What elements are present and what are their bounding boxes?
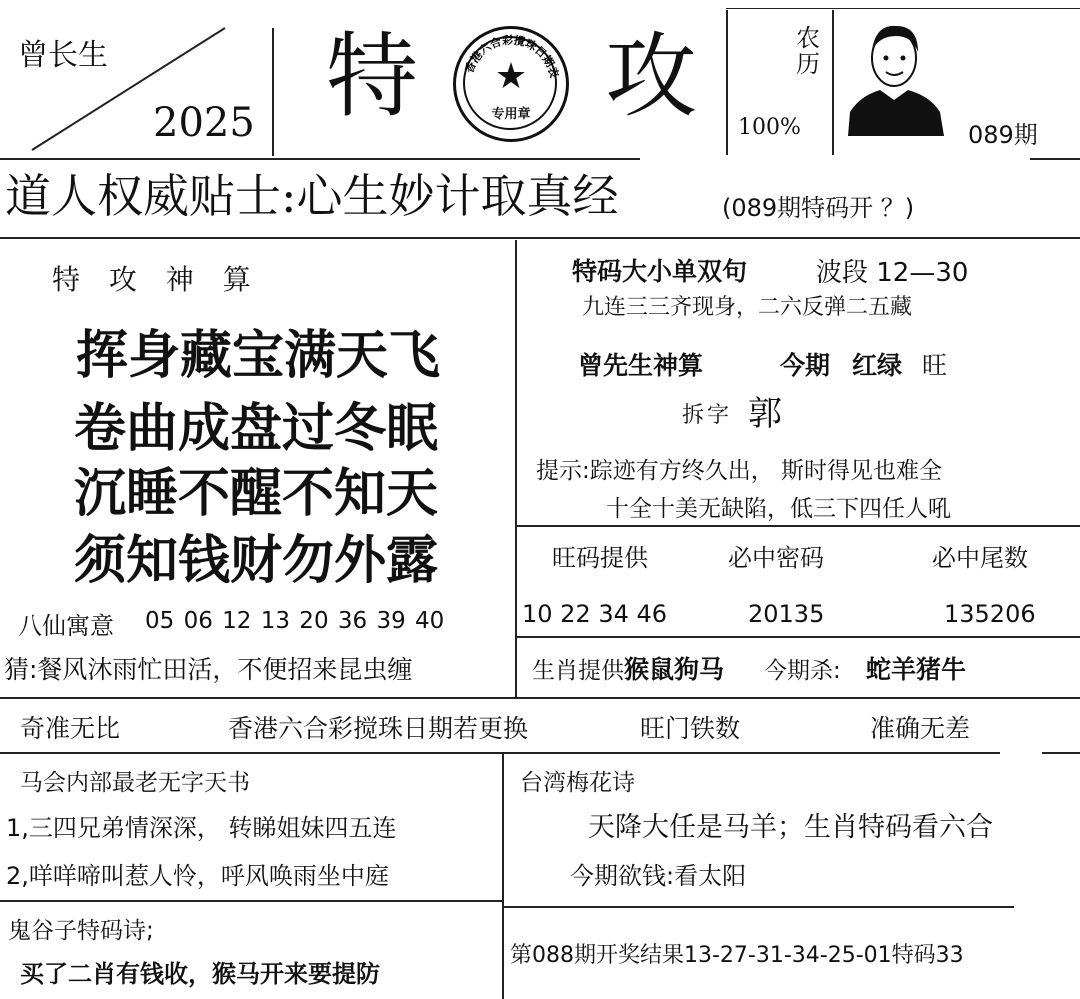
this-issue-label: 今期 (780, 351, 831, 380)
color-forecast: 红绿 (852, 351, 903, 380)
meihua-title: 台湾梅花诗 (520, 770, 635, 796)
bottom-divider (502, 754, 504, 999)
footer-top-line-left (0, 900, 502, 902)
strip-bottom-line (0, 752, 1000, 754)
footer-top-line-right (502, 906, 1014, 908)
tianshu-line-1: 1,三四兄弟情深深， 转睇姐妹四五连 (6, 814, 397, 842)
header-divider-2 (726, 10, 728, 155)
header-top-line (726, 8, 1080, 9)
middle-divider (515, 240, 517, 698)
code-header-2: 必中密码 (728, 544, 824, 572)
zodiac-kill: 蛇羊猪牛 (866, 655, 967, 684)
zeng-forecast-label: 曾先生神算 (578, 351, 704, 380)
code-header-3: 必中尾数 (932, 544, 1028, 572)
meihua-line-1: 天降大任是马羊；生肖特码看六合 (588, 812, 993, 843)
zodiac-kill-label: 今期杀: (764, 658, 841, 684)
strip-item-4: 准确无差 (870, 714, 971, 743)
draw-result: 第088期开奖结果13-27-31-34-25-01特码33 (510, 943, 964, 968)
split-char: 郭 (748, 394, 782, 434)
baxian-numbers: 05 06 12 13 20 36 39 40 (145, 608, 445, 634)
header-divider-3 (832, 10, 834, 155)
lunar-label-1: 农 (796, 24, 820, 52)
right-hr-2 (517, 636, 1080, 638)
right-hr-1 (517, 525, 1080, 527)
code-value-2: 20135 (748, 600, 825, 628)
hint-line-1: 提示:踪迹有方终久出， 斯时得见也难全 (536, 458, 943, 484)
left-heading: 特 攻 神 算 (52, 263, 261, 296)
hint-line-2: 十全十美无缺陷，低三下四任人吼 (606, 496, 951, 522)
zodiac-label: 生肖提供 (532, 658, 624, 684)
tianshu-line-2: 2,咩咩啼叫惹人怜，呼风唤雨坐中庭 (6, 862, 389, 890)
strip-top-line (0, 697, 1080, 699)
guiguzi-line: 买了二肖有钱收，猴马开来要提防 (20, 960, 380, 988)
strip-item-1: 奇准无比 (20, 714, 121, 743)
strip-item-2: 香港六合彩搅珠日期若更换 (228, 714, 529, 743)
poem-line-1: 挥身藏宝满天飞 (76, 326, 441, 386)
prosper-label: 旺 (922, 351, 948, 380)
header-bottom-line-right (1030, 158, 1080, 160)
tianshu-title: 马会内部最老无字天书 (20, 770, 250, 796)
code-header-1: 旺码提供 (552, 544, 648, 572)
svg-text:香港六合彩攪珠日期表: 香港六合彩攪珠日期表 (462, 33, 561, 80)
banner-bottom-line (0, 237, 1080, 239)
size-odd-even-label: 特码大小单双句 (572, 257, 748, 286)
header-divider-1 (272, 28, 274, 156)
lunar-label-2: 历 (796, 50, 820, 78)
nine-link-verse: 九连三三齐现身，二六反弹二五藏 (582, 295, 913, 320)
seal-bottom-text: 专用章 (491, 107, 531, 122)
zodiac-provided: 猴鼠狗马 (624, 655, 725, 684)
strip-bottom-line-right (1042, 752, 1080, 754)
header-bottom-line (0, 158, 640, 160)
banner-main: 道人权威贴士:心生妙计取真经 (5, 169, 619, 223)
poem-line-3: 沉睡不醒不知天 (74, 464, 439, 524)
header-title-right: 攻 (605, 23, 698, 130)
portrait-icon (846, 14, 946, 139)
baxian-label: 八仙寓意 (18, 612, 114, 640)
wave-range: 波段 12—30 (816, 258, 969, 288)
header-name: 曾长生 (18, 38, 108, 73)
official-seal (453, 26, 569, 142)
poem-line-4: 须知钱财勿外露 (74, 531, 439, 591)
meihua-line-2: 今期欲钱:看太阳 (570, 862, 747, 890)
banner-note: (089期特码开 ？) (722, 194, 915, 222)
seal-star-icon: ★ (494, 56, 528, 97)
split-char-label: 拆字 (682, 403, 733, 428)
code-value-1: 10 22 34 46 (522, 600, 668, 628)
percent-text: 100% (738, 115, 801, 140)
header-title-left: 特 (326, 23, 419, 130)
strip-item-3: 旺门铁数 (640, 714, 741, 743)
guiguzi-title: 鬼谷子特码诗; (8, 918, 154, 944)
poem-line-2: 卷曲成盘过冬眠 (74, 399, 439, 459)
header-year: 2025 (153, 100, 255, 146)
guess-line: 猜:餐风沐雨忙田活，不便招来昆虫缠 (4, 655, 413, 684)
issue-number: 089期 (968, 121, 1038, 149)
code-value-3: 135206 (944, 600, 1036, 628)
